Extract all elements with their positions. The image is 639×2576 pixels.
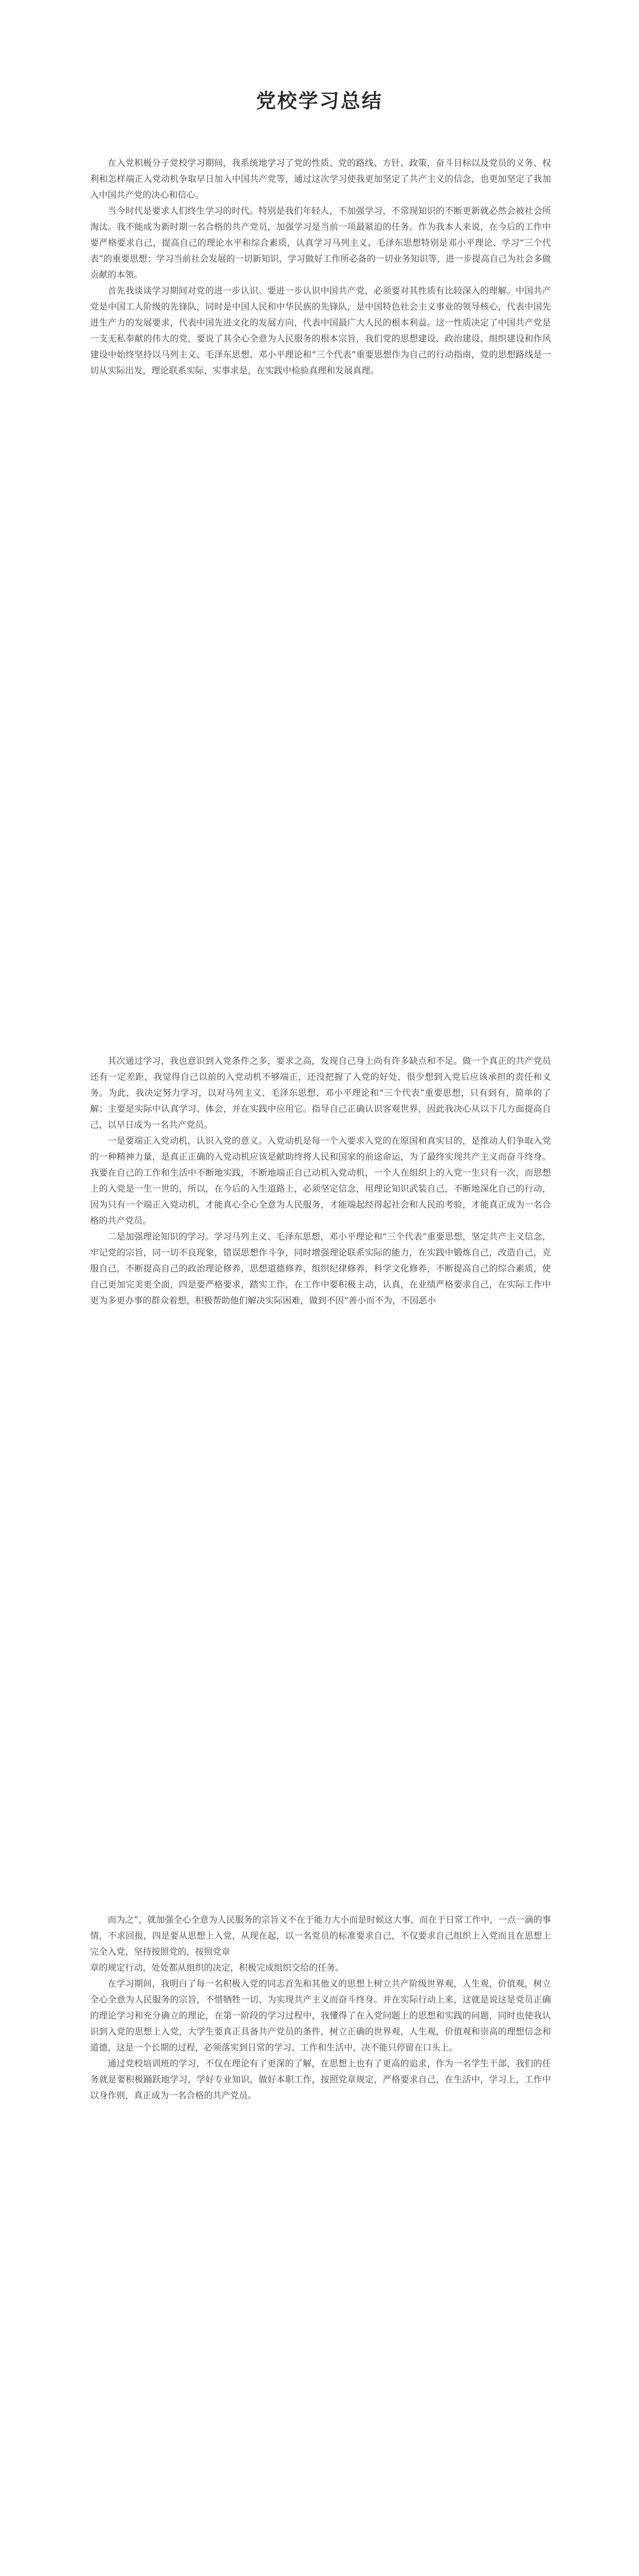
- paragraph: 其次通过学习，我也意识到入党条件之多，要求之高，发现自己身上尚有许多缺点和不足。做一个真正的共产党员还有一定差距，我觉得自己以前的入党动机不够端正，还没把握了入党的好处，很少想到入党后应该承担的责任和义务。为此，我决定努力学习，以对马列主义、毛泽东思想、邓小平理论和“三个代表”重要思想，只有到有，简单的了解；主要是实际中认真学习、体会，并在实践中应用它。指导自己正确认识客观世界，因此我决心从以下几方面提高自己，以早日成为一名共产党员。: [90, 1056, 551, 1130]
- paragraph: 在入党积极分子党校学习期间，我系统地学习了党的性质、党的路线、方针、政策，奋斗目标以及党员的义务、权利和怎样端正入党动机争取早日加入中国共产党等，通过这次学习使我更加坚定了共产主义的信念，也更加坚定了我加入中国共产党的决心和信心。: [90, 158, 551, 200]
- paragraph: 在学习期间，我明白了每一名积极入党的同志首先和其他义的思想上树立共产阶级世界观，人生观，价值观，树立全心全意为人民服务的宗旨，不惜牺牲一切、为实现共产主义而奋斗终身。并在实际行动上来，这就是说这是党员正确的理论学习和充分确立的理论，在第一阶段的学习过程中，我懂得了在入党问题上的思想和实践的问题，同时也使我认识到入党的思想上入党，大学生要真正具备共产党员的条件，树立正确的世界观，人生观，价值观和崇高的理想信念和道德，这是一个长期的过程，必须落实到日常的学习、工作和生活中，决不能只停留在口头上。: [90, 1979, 551, 2053]
- paragraph: 一是要端正入党动机，认识入党的意义。入党动机是每一个入要求入党的在原国和真实目的，是推动人们争取入党的一种精神力量，是真正正确的入党动机应该是献助终将人民和国家的前途命运，为了最终实现共产主义而奋斗终身。我要在自己的工作和生活中不断地实践，不断地端正自己动机入党动机，一个人在组织上的入党一生只有一次，而思想上的入党是一生一世的，所以，在今后的入生道路上，必须坚定信念，用理论知识武装自己，不断地深化自己的行动，因为只有一个端正入党动机，才能真心全心全意为人民服务，才能端起经得起社会和人民的考验，才能真正成为一名合格的共产党员。: [90, 1136, 551, 1226]
- paragraph: 当今时代是要求人们终生学习的时代。特别是我们年轻人，不加强学习，不常现知识的不断更新就必然会被社会所淘汰。我不能成为新时期一名合格的共产党员，加强学习是当前一项最紧迫的任务。作为我本人来说，在今后的工作中要严格要求自己，提高自己的理论水平和综合素质，认真学习马列主义、毛泽东思想特别是邓小平理论、学习“三个代表”的重要思想；学习当前社会发展的一切新知识，学习做好工作所必备的一切业务知识等，进一步提高自己为社会多做贡献的本领。: [90, 206, 551, 280]
- paragraph: 二是加强理论知识的学习。学习马列主义、毛泽东思想，邓小平理论和“三个代表”重要思想，坚定共产主义信念，牢记党的宗旨，同一切不良现象，错误思想作斗争，同时增强理论联系实际的能力，在实践中锻炼自己，改造自己，克服自己，不断提高自己的政治理论修养，思想道德修养，组织纪律修养，科学文化修养，不断提高自己的综合素质，使自己更加完美更全面，四是要严格要求，踏实工作，在工作中要积极主动，认真，在业绩严格要求自己，在实际工作中更为多更办事的群众着想，积极帮助他们解决实际困难，做到不因“善小而不为，不因恶小: [90, 1232, 551, 1306]
- page-title: 党校学习总结: [256, 89, 383, 112]
- paragraph: 而为之”，就加强全心全意为人民服务的宗旨义不在于能力大小而是时候这大事，而在于日常工作中，一点一滴的事情，不求回报，四是要从思想上入党，从现在起，以一名党员的标准要求自己，不仅要求自己组织上入党而且在思想上完全入党，坚持按照党的，按照党章: [90, 1915, 551, 1957]
- paragraph: 首先我谈谈学习期间对党的进一步认识。要进一步认识中国共产党，必须要对其性质有比较深入的理解。中国共产党是中国工人阶级的先锋队，同时是中国人民和中华民族的先锋队，是中国特色社会主义事业的领导核心，代表中国先进生产力的发展要求，代表中国先进文化的发展方向，代表中国最广大人民的根本利益。这一性质决定了中国共产党是一支无私奉献的伟大的党，要说了其全心全意为人民服务的根本宗旨，我们党的思想建设、政治建设、组织建设和作风建设中始终坚持以马列主义、毛泽东思想、邓小平理论和“三个代表”重要思想作为自己的行动指南，党的思想路线是一切从实际出发，理论联系实际，实事求是，在实践中检验真理和发展真理。: [90, 286, 551, 376]
- section-2: [90, 1054, 551, 1309]
- paragraph: 章的规定行动，处处都从组织的决定，积极完成组织交给的任务。: [90, 1963, 344, 1973]
- paragraph: 通过党校培训班的学习，不仅在理论有了更深的了解，在思想上也有了更高的追求，作为一名学生干部，我们的任务就是要积极踊跃地学习，学好专业知识，做好本职工作，按照党章规定，严格要求自己，在生活中，学习上，工作中以身作则，真正成为一名合格的共产党员。: [90, 2059, 551, 2101]
- section-3: [90, 1912, 551, 2104]
- section-1: [90, 156, 551, 379]
